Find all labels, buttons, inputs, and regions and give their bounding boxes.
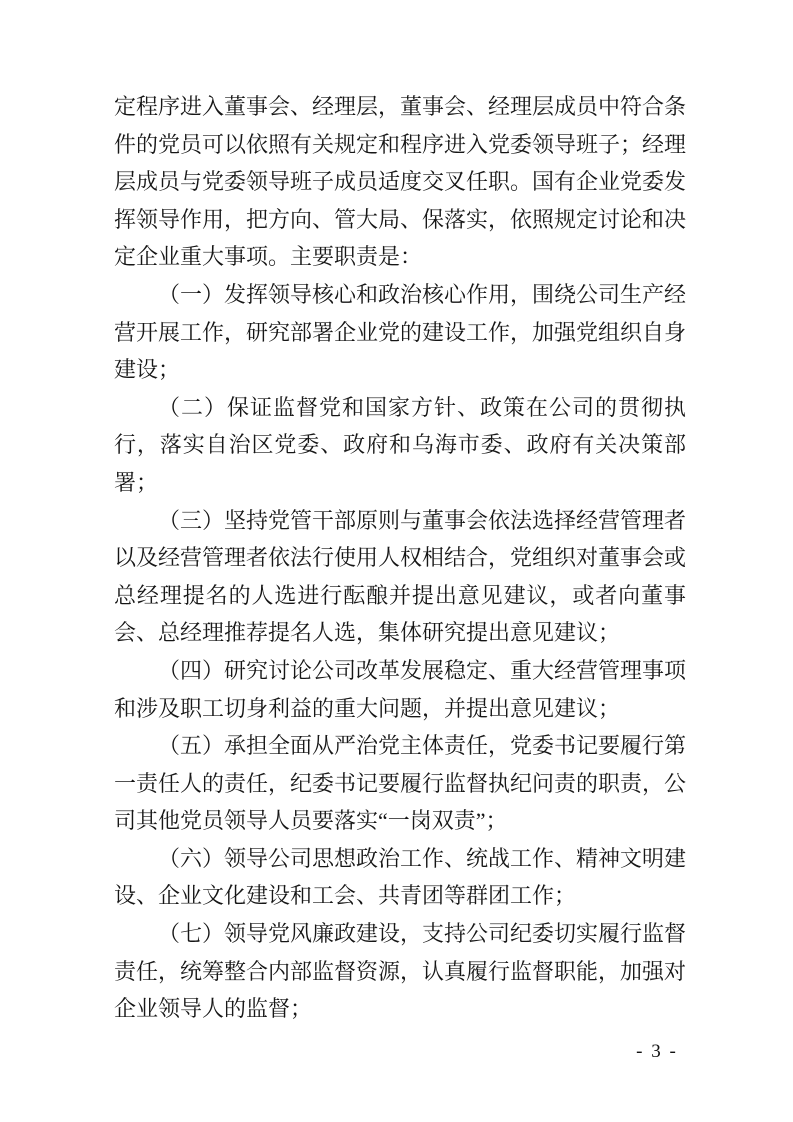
duty-item-5: （五）承担全面从严治党主体责任，党委书记要履行第一责任人的责任，纪委书记要履行监督执纪问责的职责，公司其他党员领导人员要落实“一岗双责”； — [114, 733, 687, 834]
paragraph-continuation: 定程序进入董事会、经理层，董事会、经理层成员中符合条件的党员可以依照有关规定和程序进入党委领导班子；经理层成员与党委领导班子成员适度交叉任职。国有企业党委发挥领导作用，把方向、管大局、保落实，依照规定讨论和决定企业重大事项。主要职责是： — [114, 94, 687, 270]
duty-item-7: （七）领导党风廉政建设，支持公司纪委切实履行监督责任，统筹整合内部监督资源，认真履行监督职能，加强对企业领导人的监督； — [114, 921, 687, 1022]
duty-item-1: （一）发挥领导核心和政治核心作用，围绕公司生产经营开展工作，研究部署企业党的建设工作，加强党组织自身建设； — [114, 281, 687, 383]
duty-item-3: （三）坚持党管干部原则与董事会依法选择经营管理者以及经营管理者依法行使用人权相结合，党组织对董事会或总经理提名的人选进行酝酿并提出意见建议，或者向董事会、总经理推荐提名人选，集体研究提出意见建议； — [114, 507, 687, 646]
duty-item-2: （二）保证监督党和国家方针、政策在公司的贯彻执行，落实自治区党委、政府和乌海市委、政府有关决策部署； — [114, 394, 686, 495]
duty-item-6: （六）领导公司思想政治工作、统战工作、精神文明建设、企业文化建设和工会、共青团等群团工作； — [114, 845, 687, 909]
page-number: - 3 - — [636, 1041, 678, 1062]
duty-item-4: （四）研究讨论公司改革发展稳定、重大经营管理事项和涉及职工切身利益的重大问题，并提出意见建议； — [114, 657, 687, 721]
document-body — [114, 88, 686, 1028]
